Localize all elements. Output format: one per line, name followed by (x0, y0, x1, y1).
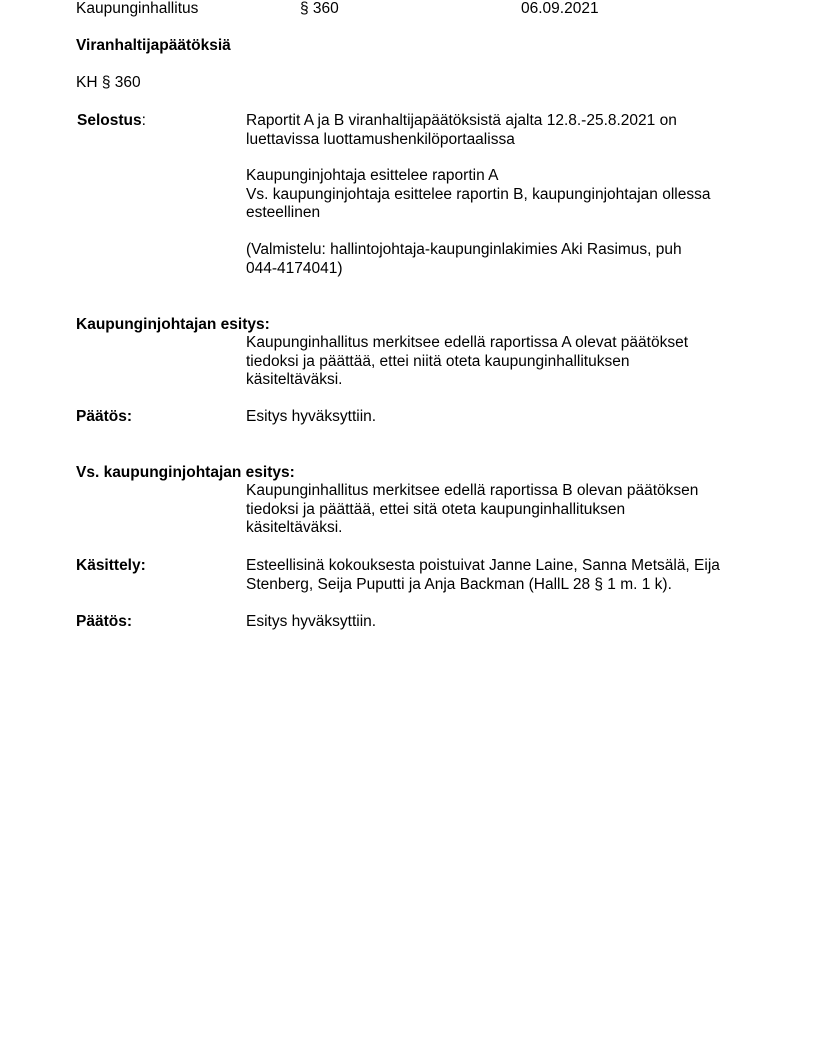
document-title: Viranhaltijapäätöksiä (76, 37, 231, 54)
decision-a-text: Esitys hyväksyttiin. (246, 408, 377, 425)
proposal-b-line: tiedoksi ja päättää, ettei sitä oteta kaupunginhallituksen (246, 500, 626, 518)
selostus-p2-line: Kaupunginjohtaja esittelee raportin A (246, 167, 499, 184)
selostus-paragraph-3 (246, 241, 766, 278)
selostus-p1-line: luettavissa luottamushenkilöportaalissa (246, 130, 515, 148)
section-reference: KH § 360 (76, 74, 141, 91)
proposal-b-line: Kaupunginhallitus merkitsee edellä raportissa B olevan päätöksen (246, 482, 699, 499)
selostus-p2-line: Vs. kaupunginjohtaja esittelee raportin B, kaupunginjohtajan ollessa (246, 185, 711, 203)
selostus-colon: : (141, 112, 146, 129)
selostus-p3-line: (Valmistelu: hallintojohtaja-kaupunginlakimies Aki Rasimus, puh (246, 241, 682, 258)
selostus-paragraph-2 (246, 167, 766, 223)
proposal-a-line: tiedoksi ja päättää, ettei niitä oteta kaupunginhallituksen (246, 352, 630, 370)
selostus-heading (77, 112, 146, 131)
selostus-paragraph-1 (246, 112, 766, 149)
decision-b-label: Päätös: (76, 613, 132, 630)
handling-label: Käsittely: (76, 557, 146, 574)
decision-b-text: Esitys hyväksyttiin. (246, 613, 377, 630)
proposal-a-line: Kaupunginhallitus merkitsee edellä raportissa A olevat päätökset (246, 334, 689, 351)
header-date: 06.09.2021 (521, 0, 599, 17)
header-body: Kaupunginhallitus (76, 0, 199, 17)
proposal-b-text (246, 482, 766, 538)
handling-line: Stenberg, Seija Puputti ja Anja Backman (HallL 28 § 1 m. 1 k). (246, 575, 672, 593)
proposal-a-label: Kaupunginjohtajan esitys: (76, 316, 270, 333)
handling-text (246, 557, 766, 594)
selostus-label: Selostus (77, 112, 142, 129)
proposal-a-text (246, 334, 766, 390)
proposal-b-label: Vs. kaupunginjohtajan esitys: (76, 464, 295, 481)
selostus-p1-line: Raportit A ja B viranhaltijapäätöksistä ajalta 12.8.-25.8.2021 on (246, 112, 677, 129)
header-section: § 360 (300, 0, 339, 17)
selostus-p2-line: esteellinen (246, 204, 321, 221)
selostus-p3-line: 044-4174041) (246, 259, 343, 277)
handling-line: Esteellisinä kokouksesta poistuivat Janne Laine, Sanna Metsälä, Eija (246, 557, 720, 574)
proposal-b-line: käsiteltäväksi. (246, 519, 343, 536)
decision-a-label: Päätös: (76, 408, 132, 425)
proposal-a-line: käsiteltäväksi. (246, 371, 343, 388)
